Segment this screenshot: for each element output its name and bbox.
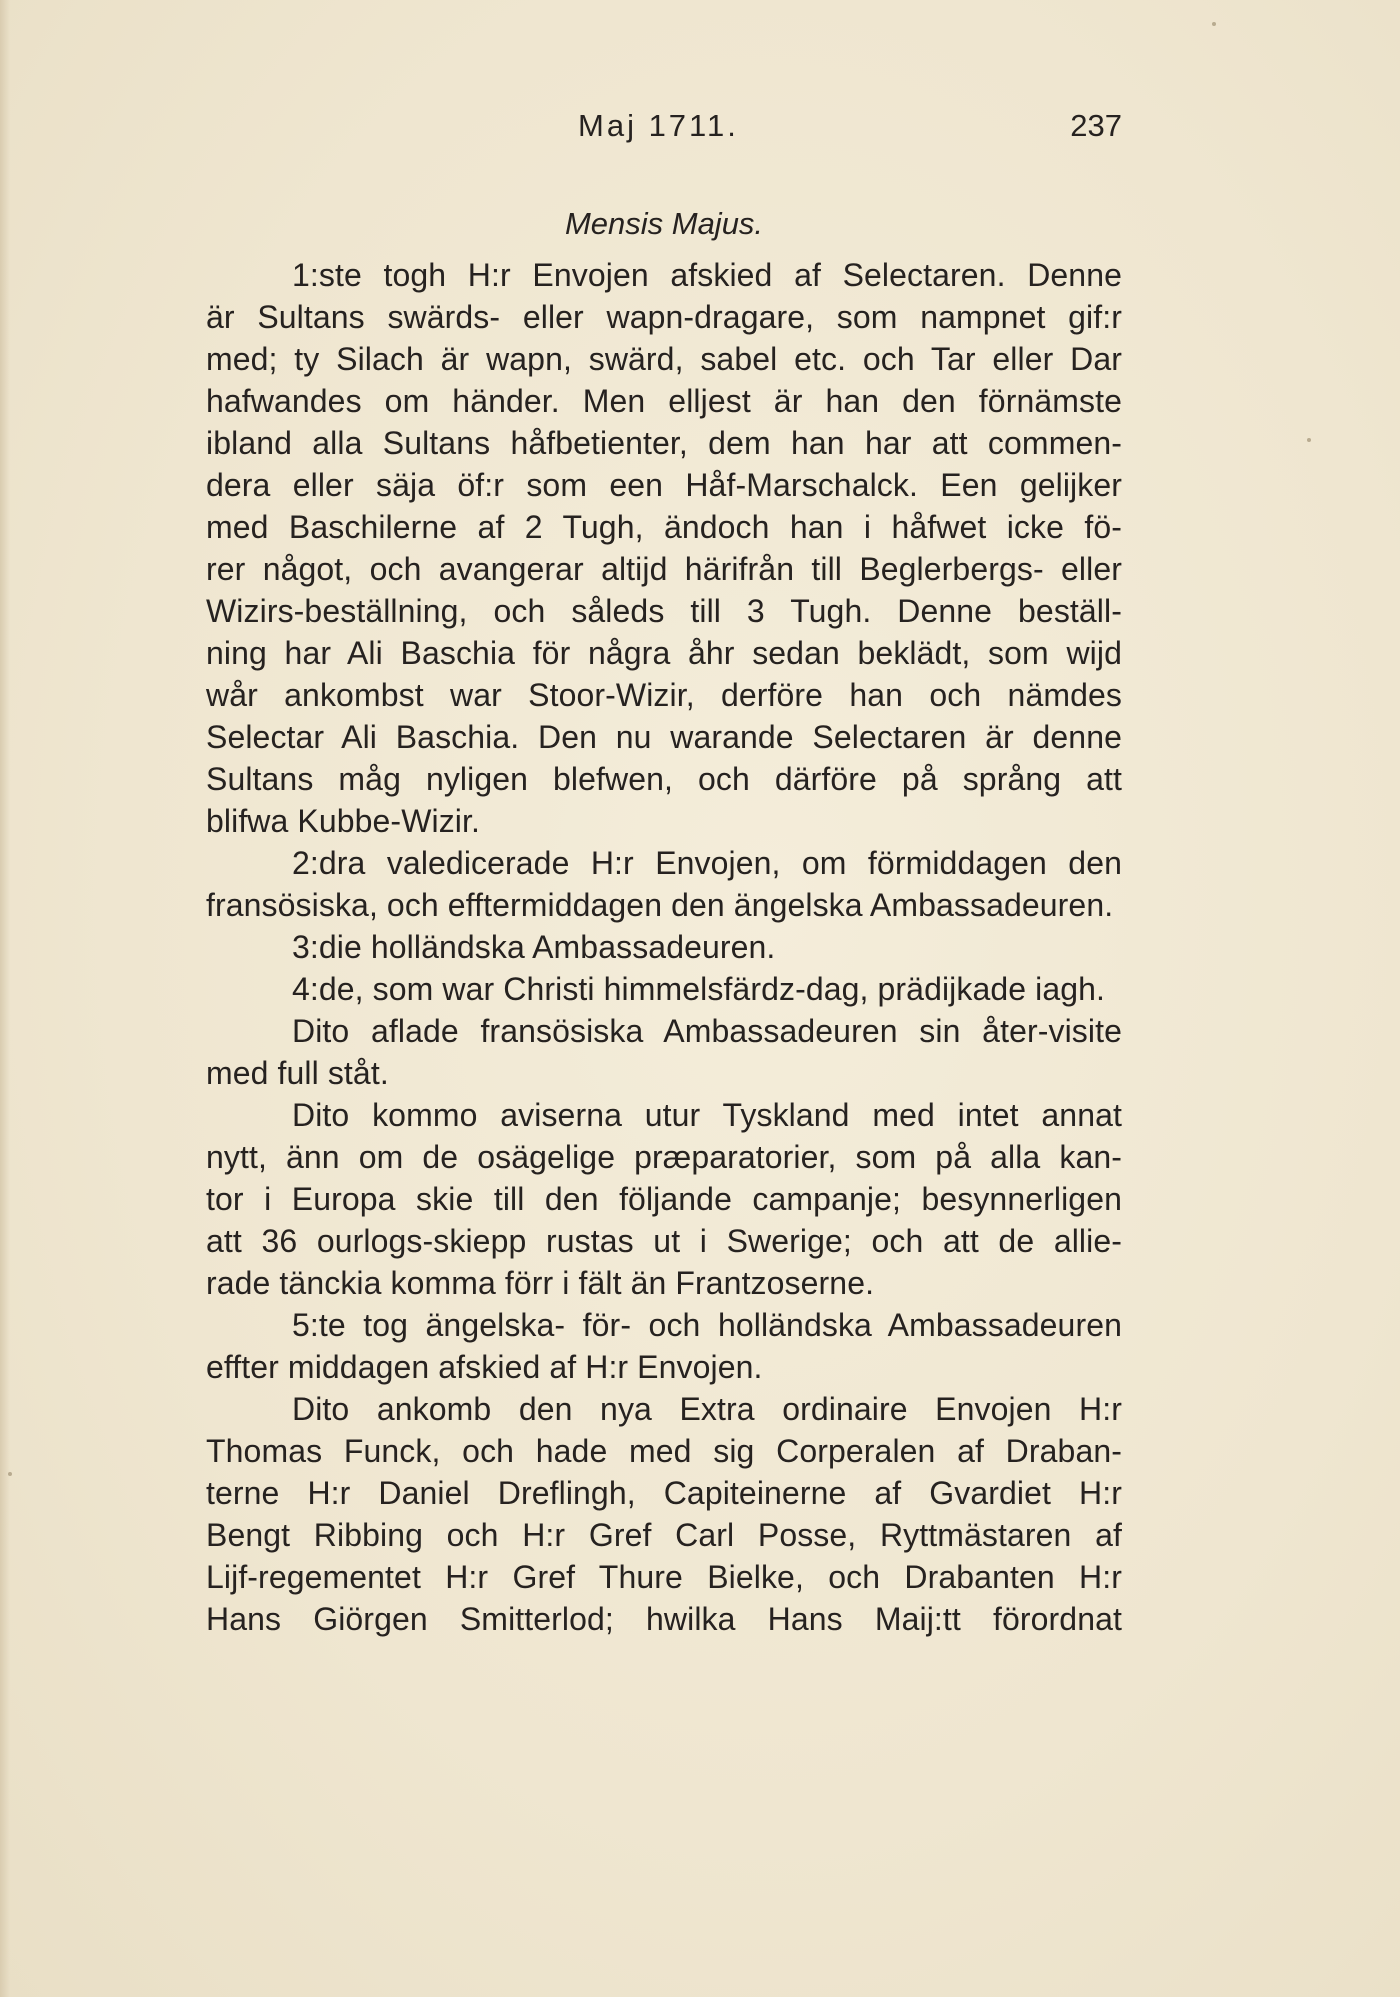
text-line: Dito aflade fransösiska Ambassadeuren sin åter-visite (292, 1013, 1122, 1049)
text-line: Thomas Funck, och hade med sig Corperalen af Draban- (206, 1433, 1122, 1469)
text-line: ning har Ali Baschia för några åhr sedan beklädt, som wijd (206, 635, 1122, 671)
text-line: med; ty Silach är wapn, swärd, sabel etc. och Tar eller Dar (206, 341, 1122, 377)
text-line: ibland alla Sultans håfbetienter, dem han har att commen- (206, 425, 1122, 461)
text-line: 3:die holländska Ambassadeuren. (292, 929, 776, 965)
paragraph (206, 926, 1122, 968)
text-line: wår ankombst war Stoor-Wizir, derföre han och nämdes (206, 677, 1122, 713)
paper-speck (8, 1472, 12, 1476)
paragraph (206, 1388, 1122, 1640)
text-line: Hans Giörgen Smitterlod; hwilka Hans Maij:tt förordnat (206, 1601, 1122, 1637)
paper-speck (1307, 438, 1311, 442)
text-line: hafwandes om händer. Men elljest är han den förnämste (206, 383, 1122, 419)
text-line: Lijf-regementet H:r Gref Thure Bielke, och Drabanten H:r (206, 1559, 1122, 1595)
paragraph (206, 1094, 1122, 1304)
paragraph (206, 968, 1122, 1010)
text-line: 2:dra valedicerade H:r Envojen, om förmiddagen den (292, 845, 1122, 881)
text-line: terne H:r Daniel Dreflingh, Capiteinerne af Gvardiet H:r (206, 1475, 1122, 1511)
text-line: Selectar Ali Baschia. Den nu warande Selectaren är denne (206, 719, 1122, 755)
text-line: Dito kommo aviserna utur Tyskland med intet annat (292, 1097, 1122, 1133)
body-text (206, 254, 1122, 1640)
text-line: rade tänckia komma förr i fält än Frantzoserne. (206, 1265, 875, 1301)
text-line: Dito ankomb den nya Extra ordinaire Envojen H:r (292, 1391, 1122, 1427)
running-head: Maj 1711. (578, 108, 739, 143)
text-line: att 36 ourlogs-skiepp rustas ut i Swerige; och att de allie- (206, 1223, 1122, 1259)
text-line: dera eller säja öf:r som een Håf-Marschalck. Een gelijker (206, 467, 1122, 503)
text-line: rer något, och avangerar altijd härifrån till Beglerbergs- eller (206, 551, 1122, 587)
page-number: 237 (1070, 108, 1122, 143)
paragraph (206, 254, 1122, 842)
paragraph (206, 1304, 1122, 1388)
paragraph (206, 842, 1122, 926)
text-line: Bengt Ribbing och H:r Gref Carl Posse, Ryttmästaren af (206, 1517, 1122, 1553)
text-line: är Sultans swärds- eller wapn-dragare, som nampnet gif:r (206, 299, 1122, 335)
page-gutter-edge (0, 0, 10, 1997)
text-line: 4:de, som war Christi himmelsfärdz-dag, prädijkade iagh. (292, 971, 1106, 1007)
text-line: nytt, änn om de osägelige præparatorier, som på alla kan- (206, 1139, 1122, 1175)
paragraph (206, 1010, 1122, 1094)
text-line: med Baschilerne af 2 Tugh, ändoch han i håfwet icke fö- (206, 509, 1122, 545)
text-line: fransösiska, och efftermiddagen den ängelska Ambassadeuren. (206, 887, 1114, 923)
text-line: 1:ste togh H:r Envojen afskied af Selectaren. Denne (292, 257, 1122, 293)
page-header (206, 108, 1122, 158)
text-line: Wizirs-beställning, och såleds till 3 Tugh. Denne beställ- (206, 593, 1122, 629)
text-line: tor i Europa skie till den följande campanje; besynnerligen (206, 1181, 1122, 1217)
section-title: Mensis Majus. (564, 206, 764, 241)
text-line: Sultans måg nyligen blefwen, och därföre på språng att (206, 761, 1122, 797)
text-line: blifwa Kubbe-Wizir. (206, 803, 480, 839)
text-line: effter middagen afskied af H:r Envojen. (206, 1349, 763, 1385)
paper-speck (1212, 22, 1216, 26)
text-line: med full ståt. (206, 1055, 389, 1091)
text-line: 5:te tog ängelska- för- och holländska Ambassadeuren (292, 1307, 1122, 1343)
